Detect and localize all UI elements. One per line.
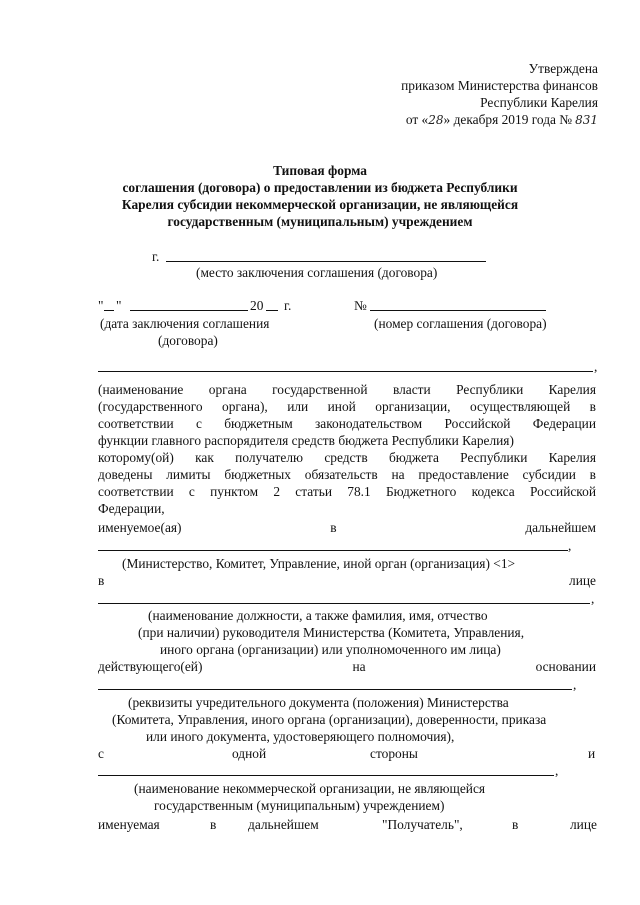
authority-comma: , bbox=[594, 359, 598, 374]
authority-caption-line-1: (наименование органа государственной власти Республики Карелия bbox=[98, 382, 596, 397]
ministry-blank-line bbox=[98, 550, 568, 551]
date-caption-line-2: (договора) bbox=[158, 333, 218, 348]
recipient-text-line-4: Федерации, bbox=[98, 501, 165, 516]
place-blank-line bbox=[166, 261, 486, 262]
approval-day-handwritten: 28 bbox=[428, 113, 444, 127]
authority-caption-line-4: функции главного распорядителя средств бюджета Республики Карелия) bbox=[98, 433, 514, 448]
approval-date-prefix: от « bbox=[405, 112, 429, 127]
position-caption-line-3: иного органа (организации) или уполномоченного им лица) bbox=[160, 642, 501, 657]
in-person-row: в лице bbox=[98, 573, 596, 588]
date-year-blank bbox=[266, 310, 278, 311]
position-blank-line bbox=[98, 603, 590, 604]
authority-blank-line bbox=[98, 371, 593, 372]
side-row-word-1: с bbox=[98, 746, 104, 761]
document-comma: , bbox=[573, 677, 577, 692]
approval-date-line bbox=[406, 111, 598, 129]
side-row-word-2: одной bbox=[232, 746, 267, 761]
org-caption-line-2: государственным (муниципальным) учреждением) bbox=[154, 798, 445, 813]
number-blank-line bbox=[370, 310, 546, 311]
approval-line-3: Республики Карелия bbox=[480, 95, 598, 110]
recipient-row-word-1: именуемая bbox=[98, 817, 160, 832]
recipient-text-line-3: соответствии с пунктом 2 статьи 78.1 Бюджетного кодекса Российской bbox=[98, 484, 596, 499]
approval-date-suffix: » декабря 2019 года № bbox=[443, 112, 573, 127]
ministry-caption: (Министерство, Комитет, Управление, иной орган (организация) <1> bbox=[122, 556, 516, 571]
authority-caption-line-2: (государственного органа), или иной организации, осуществляющей в bbox=[98, 399, 596, 414]
side-row-word-4: и bbox=[588, 746, 596, 761]
authority-caption-line-3: соответствии с бюджетным законодательством Российской Федерации bbox=[98, 416, 596, 431]
document-caption-line-3: или иного документа, удостоверяющего полномочия), bbox=[146, 729, 455, 744]
position-comma: , bbox=[591, 591, 595, 606]
approval-number-handwritten: 831 bbox=[575, 113, 598, 127]
recipient-row-word-2: в bbox=[210, 817, 217, 832]
date-year-suffix: г. bbox=[284, 298, 292, 313]
org-comma: , bbox=[555, 763, 559, 778]
recipient-row-word-6: лице bbox=[570, 817, 597, 832]
title-line-4: государственным (муниципальным) учреждением bbox=[167, 214, 473, 229]
place-prefix: г. bbox=[152, 249, 160, 264]
recipient-row-word-5: в bbox=[512, 817, 519, 832]
date-day-blank bbox=[104, 310, 114, 311]
number-caption: (номер соглашения (договора) bbox=[374, 316, 547, 331]
date-caption-line-1: (дата заключения соглашения bbox=[100, 316, 270, 331]
date-quote-open: " bbox=[98, 298, 104, 313]
position-caption-line-2: (при наличии) руководителя Министерства (Комитета, Управления, bbox=[138, 625, 525, 640]
approval-line-2: приказом Министерства финансов bbox=[401, 78, 598, 93]
org-blank-line bbox=[98, 775, 554, 776]
number-sign: № bbox=[354, 298, 367, 313]
org-caption-line-1: (наименование некоммерческой организации, не являющейся bbox=[134, 781, 486, 796]
approval-line-1: Утверждена bbox=[528, 61, 598, 76]
recipient-text-line-2: доведены лимиты бюджетных обязательств на предоставление субсидии в bbox=[98, 467, 596, 482]
title-line-3: Карелия субсидии некоммерческой организации, не являющейся bbox=[121, 197, 519, 212]
title-line-1: Типовая форма bbox=[273, 163, 367, 178]
ministry-comma: , bbox=[568, 538, 572, 553]
side-row-word-3: стороны bbox=[370, 746, 418, 761]
hereinafter-row: именуемое(ая) в дальнейшем bbox=[98, 520, 596, 535]
document-blank-line bbox=[98, 689, 572, 690]
title-line-2: соглашения (договора) о предоставлении из бюджета Республики bbox=[122, 180, 518, 195]
date-year-prefix: 20 bbox=[250, 298, 264, 313]
recipient-text-line-1: которому(ой) как получателю средств бюджета Республики Карелия bbox=[98, 450, 596, 465]
recipient-row-word-4: "Получатель", bbox=[382, 817, 463, 832]
document-caption-line-1: (реквизиты учредительного документа (положения) Министерства bbox=[128, 695, 509, 710]
date-quote-close: " bbox=[116, 298, 122, 313]
date-month-blank bbox=[130, 310, 248, 311]
position-caption-line-1: (наименование должности, а также фамилия, имя, отчество bbox=[148, 608, 488, 623]
place-caption: (место заключения соглашения (договора) bbox=[196, 265, 438, 280]
document-caption-line-2: (Комитета, Управления, иного органа (организации), доверенности, приказа bbox=[112, 712, 547, 727]
recipient-row-word-3: дальнейшем bbox=[248, 817, 319, 832]
acting-row: действующего(ей) на основании bbox=[98, 659, 596, 674]
